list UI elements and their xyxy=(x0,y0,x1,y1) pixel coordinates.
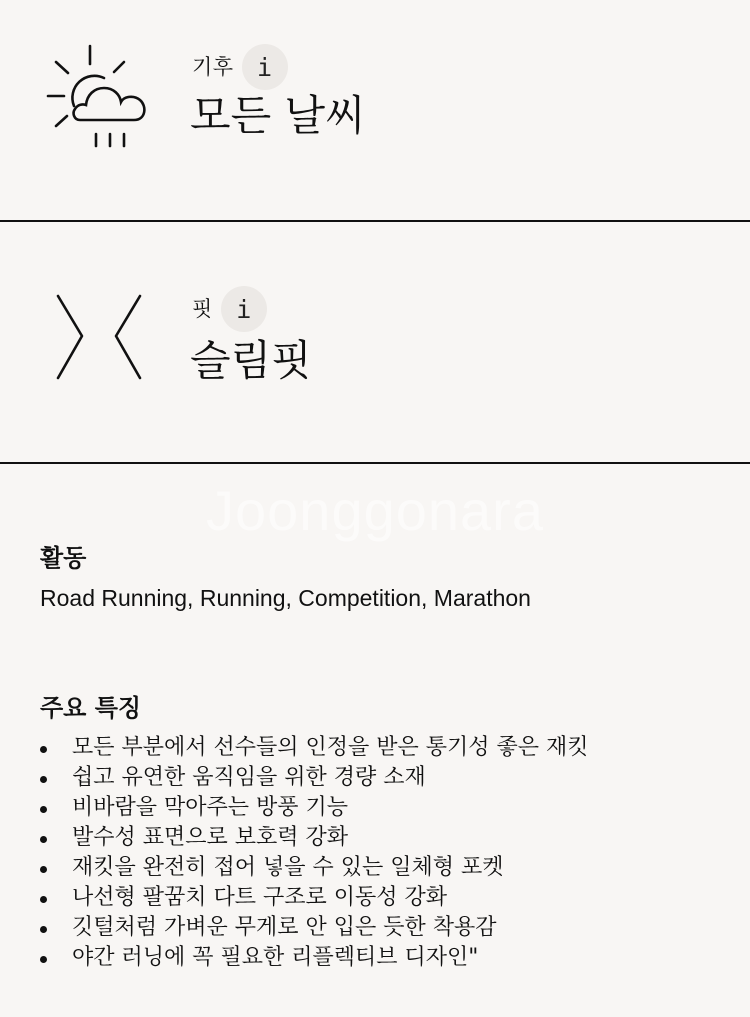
list-item: 야간 러닝에 꼭 필요한 리플렉티브 디자인" xyxy=(40,943,589,973)
features-list xyxy=(40,733,589,973)
climate-label-row xyxy=(192,44,288,90)
climate-value: 모든 날씨 xyxy=(190,91,366,140)
fit-label: 핏 xyxy=(192,296,213,321)
section-divider xyxy=(0,462,750,464)
features-heading: 주요 특징 xyxy=(40,694,142,722)
activity-heading: 활동 xyxy=(40,544,87,572)
sun-cloud-rain-icon xyxy=(44,40,154,150)
fit-label-row xyxy=(192,286,267,332)
list-item: 재킷을 완전히 접어 넣을 수 있는 일체형 포켓 xyxy=(40,853,589,883)
slim-fit-icon xyxy=(44,290,154,385)
watermark: Joonggonara xyxy=(206,479,544,542)
fit-section xyxy=(0,222,750,462)
activity-list: Road Running, Running, Competition, Marathon xyxy=(40,585,531,611)
fit-value: 슬림핏 xyxy=(190,336,312,385)
list-item: 쉽고 유연한 움직임을 위한 경량 소재 xyxy=(40,763,589,793)
list-item: 나선형 팔꿈치 다트 구조로 이동성 강화 xyxy=(40,883,589,913)
list-item: 깃털처럼 가벼운 무게로 안 입은 듯한 착용감 xyxy=(40,913,589,943)
list-item: 발수성 표면으로 보호력 강화 xyxy=(40,823,589,853)
list-item: 모든 부분에서 선수들의 인정을 받은 통기성 좋은 재킷 xyxy=(40,733,589,763)
climate-label: 기후 xyxy=(192,54,234,79)
list-item: 비바람을 막아주는 방풍 기능 xyxy=(40,793,589,823)
climate-info-button[interactable]: i xyxy=(242,44,288,90)
fit-info-button[interactable]: i xyxy=(221,286,267,332)
climate-section xyxy=(0,0,750,220)
